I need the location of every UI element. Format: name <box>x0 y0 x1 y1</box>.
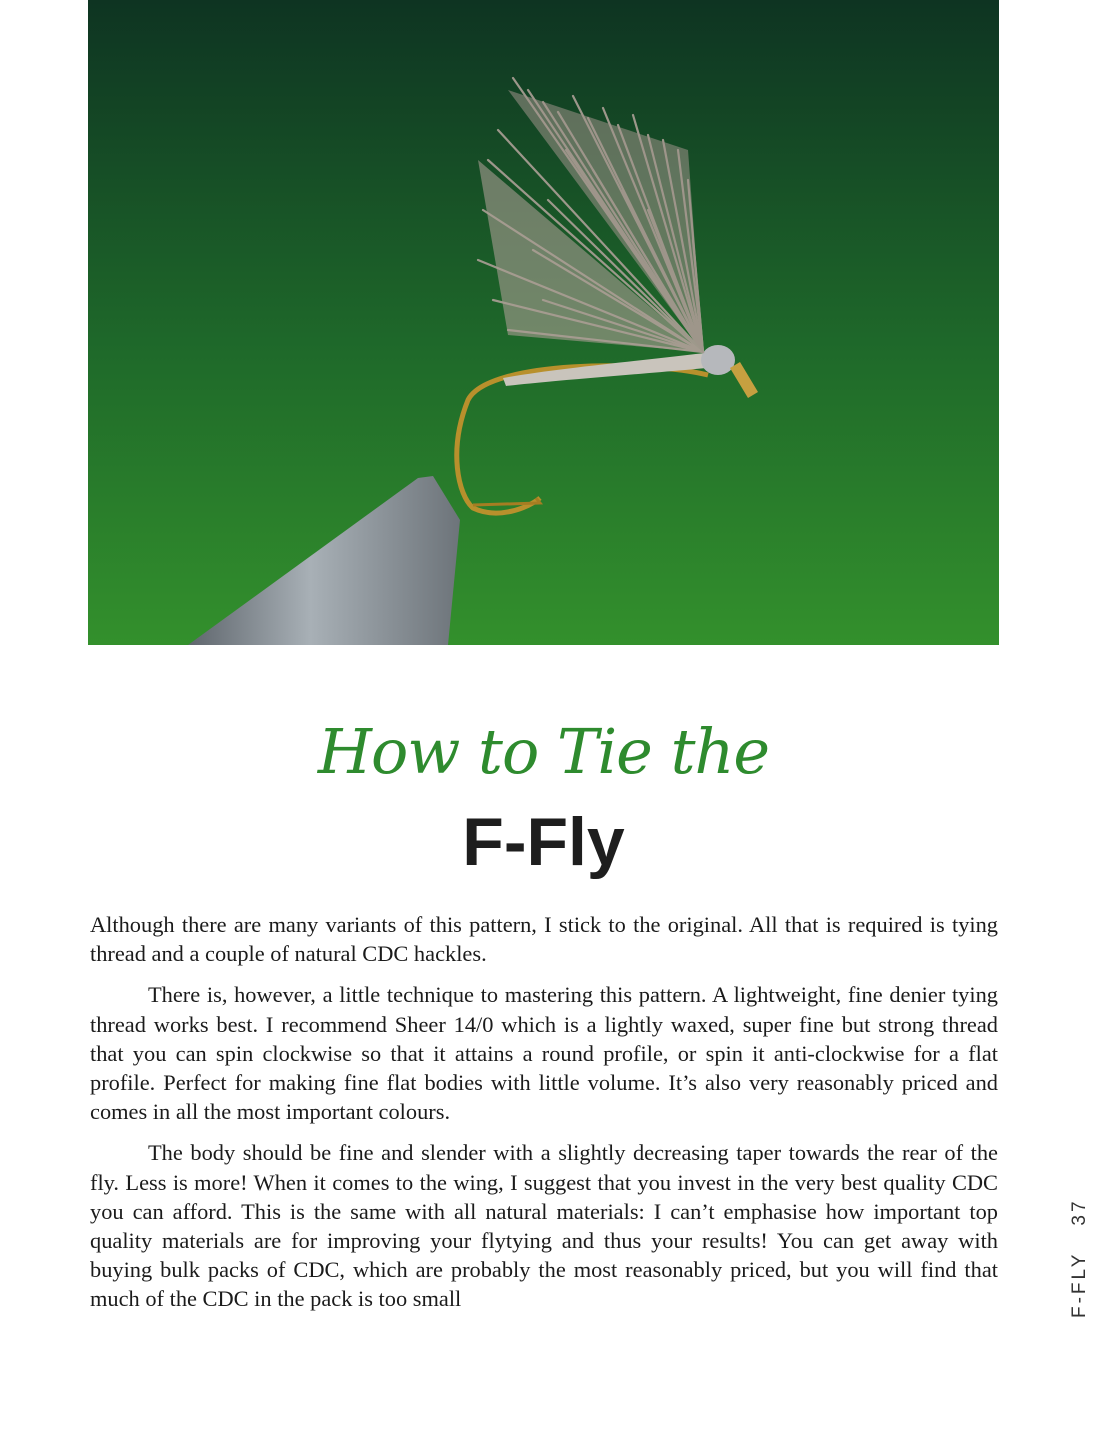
fly-photo <box>88 0 999 645</box>
running-head <box>1069 1198 1091 1318</box>
section-label: F-FLY <box>1069 1251 1090 1318</box>
paragraph-3: The body should be fine and slender with a slightly decreasing taper towards the rear of the fly. Less is more! When it comes to the wing, I suggest that you invest in the very best quality CDC you can afford. This is the same with all natural materials: I can’t emphasise how important top quality materials are for improving your flytying and thus your results! You can get away with buying bulk packs of CDC, which are probably the most reasonably priced, but you will find that much of the CDC in the pack is too small <box>90 1140 998 1312</box>
paragraph-1: Although there are many variants of this pattern, I stick to the original. All that is required is tying thread and a couple of natural CDC hackles. <box>90 912 998 967</box>
page-number: 37 <box>1069 1198 1090 1226</box>
paragraph-2: There is, however, a little technique to mastering this pattern. A lightweight, fine denier tying thread works best. I recommend Sheer 14/0 which is a lightly waxed, super fine but strong thread that you can spin clockwise so that it attains a round profile, or spin it anti-clockwise for a flat profile. Perfect for making fine flat bodies with little volume. It’s also very reasonably priced and comes in all the most important colours. <box>90 982 998 1125</box>
script-heading: How to Tie the <box>317 715 770 788</box>
page-title: F-Fly <box>462 804 625 880</box>
fly-head <box>701 345 735 375</box>
fly-photo-illustration <box>88 0 999 645</box>
article-body <box>90 910 998 1326</box>
